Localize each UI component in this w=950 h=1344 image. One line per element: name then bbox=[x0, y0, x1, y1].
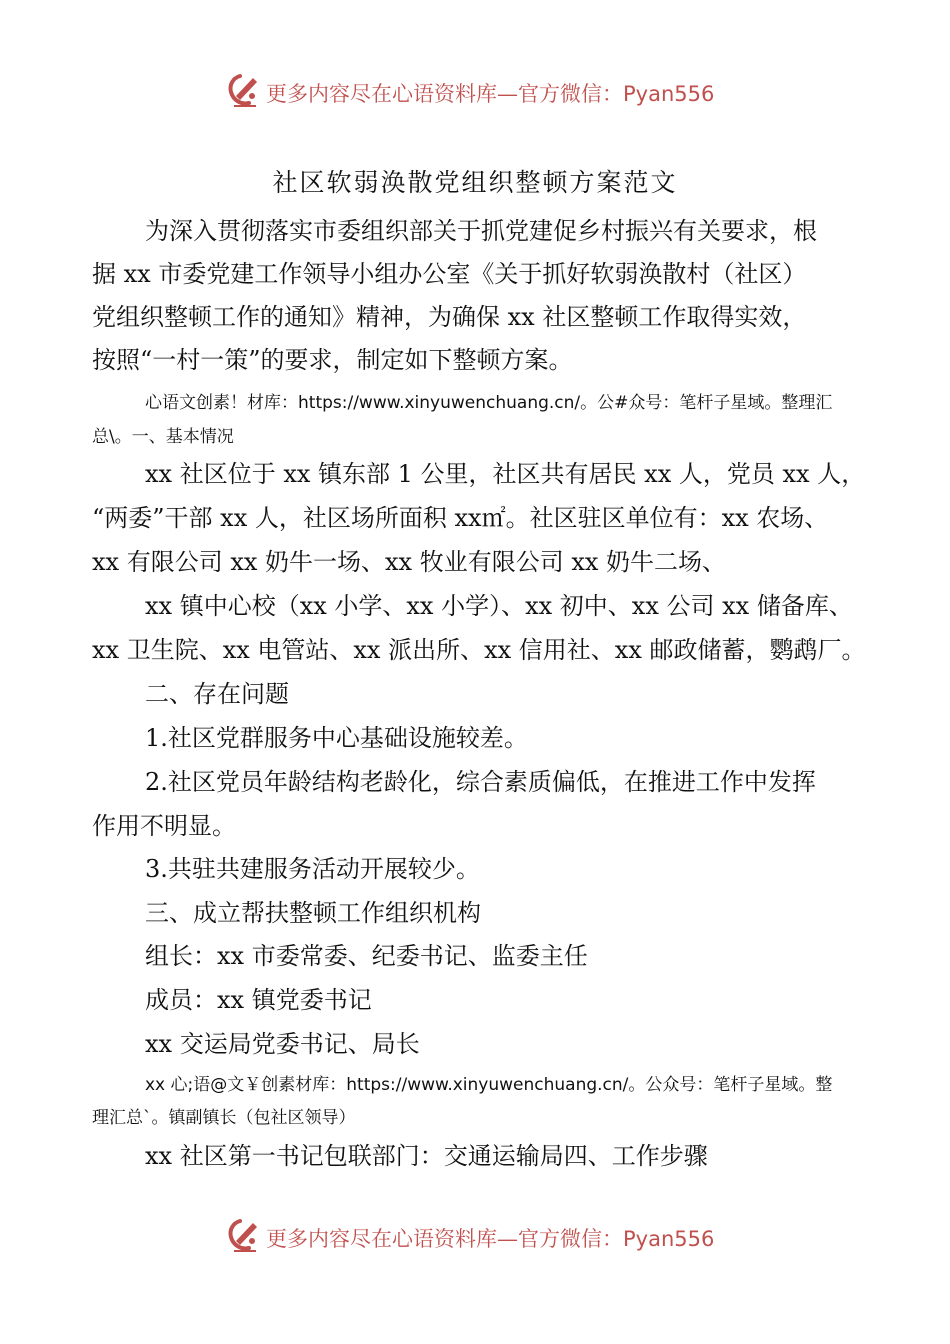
banner-wechat-id: Pyan556 bbox=[623, 82, 715, 106]
paragraph-line: 据 xx 市委党建工作领导小组办公室《关于抓好软弱涣散村（社区） bbox=[92, 260, 807, 288]
paragraph-line: xx 有限公司 xx 奶牛一场、xx 牧业有限公司 xx 奶牛二场、 bbox=[92, 548, 727, 576]
watermark-line: 心语文创素！材库：https://www.xinyuwenchuang.cn/。公#众号：笔杆子星域。整理汇 bbox=[145, 393, 833, 413]
section-heading-problems: 二、存在问题 bbox=[145, 680, 289, 708]
watermark-line: xx 心;语@文￥创素材库：https://www.xinyuwenchuang.cn/。公众号：笔杆子星域。整 bbox=[145, 1075, 833, 1095]
paragraph-line-small: 理汇总`。镇副镇长（包社区领导） bbox=[92, 1108, 356, 1128]
list-item: 1.社区党群服务中心基础设施较差。 bbox=[145, 724, 528, 752]
header-banner bbox=[0, 72, 950, 112]
document-title: 社区软弱涣散党组织整顿方案范文 bbox=[272, 168, 678, 197]
paragraph-line: “两委”干部 xx 人，社区场所面积 xx㎡。社区驻区单位有：xx 农场、 bbox=[92, 504, 829, 532]
footer-banner bbox=[0, 1217, 950, 1257]
banner-text: 更多内容尽在心语资料库—官方微信： bbox=[266, 1227, 623, 1251]
paragraph-line: 成员：xx 镇党委书记 bbox=[145, 986, 372, 1014]
list-item-continued: 作用不明显。 bbox=[92, 812, 236, 840]
banner-wechat-id: Pyan556 bbox=[623, 1227, 715, 1251]
paragraph-line: 为深入贯彻落实市委组织部关于抓党建促乡村振兴有关要求，根 bbox=[145, 217, 817, 245]
paragraph-line: xx 镇中心校（xx 小学、xx 小学）、xx 初中、xx 公司 xx 储备库、 bbox=[145, 592, 853, 620]
section-heading-basic: 总\。一、基本情况 bbox=[92, 427, 234, 447]
paragraph-line: xx 交运局党委书记、局长 bbox=[145, 1030, 420, 1058]
list-item: 3.共驻共建服务活动开展较少。 bbox=[145, 855, 480, 883]
paragraph-line: 党组织整顿工作的通知》精神，为确保 xx 社区整顿工作取得实效， bbox=[92, 303, 807, 331]
paragraph-line: xx 卫生院、xx 电管站、xx 派出所、xx 信用社、xx 邮政储蓄，鹦鹉厂。 bbox=[92, 636, 866, 664]
paragraph-line: 按照“一村一策”的要求，制定如下整顿方案。 bbox=[92, 346, 573, 374]
list-item: 2.社区党员年龄结构老龄化，综合素质偏低，在推进工作中发挥 bbox=[145, 768, 816, 796]
paragraph-line: xx 社区第一书记包联部门：交通运输局四、工作步骤 bbox=[145, 1142, 708, 1170]
section-heading-organization: 三、成立帮扶整顿工作组织机构 bbox=[145, 899, 481, 927]
pen-logo-icon bbox=[226, 1217, 262, 1255]
pen-logo-icon bbox=[226, 72, 262, 110]
paragraph-line: 组长：xx 市委常委、纪委书记、监委主任 bbox=[145, 942, 588, 970]
paragraph-line: xx 社区位于 xx 镇东部 1 公里，社区共有居民 xx 人，党员 xx 人， bbox=[145, 460, 866, 488]
banner-text: 更多内容尽在心语资料库—官方微信： bbox=[266, 82, 623, 106]
